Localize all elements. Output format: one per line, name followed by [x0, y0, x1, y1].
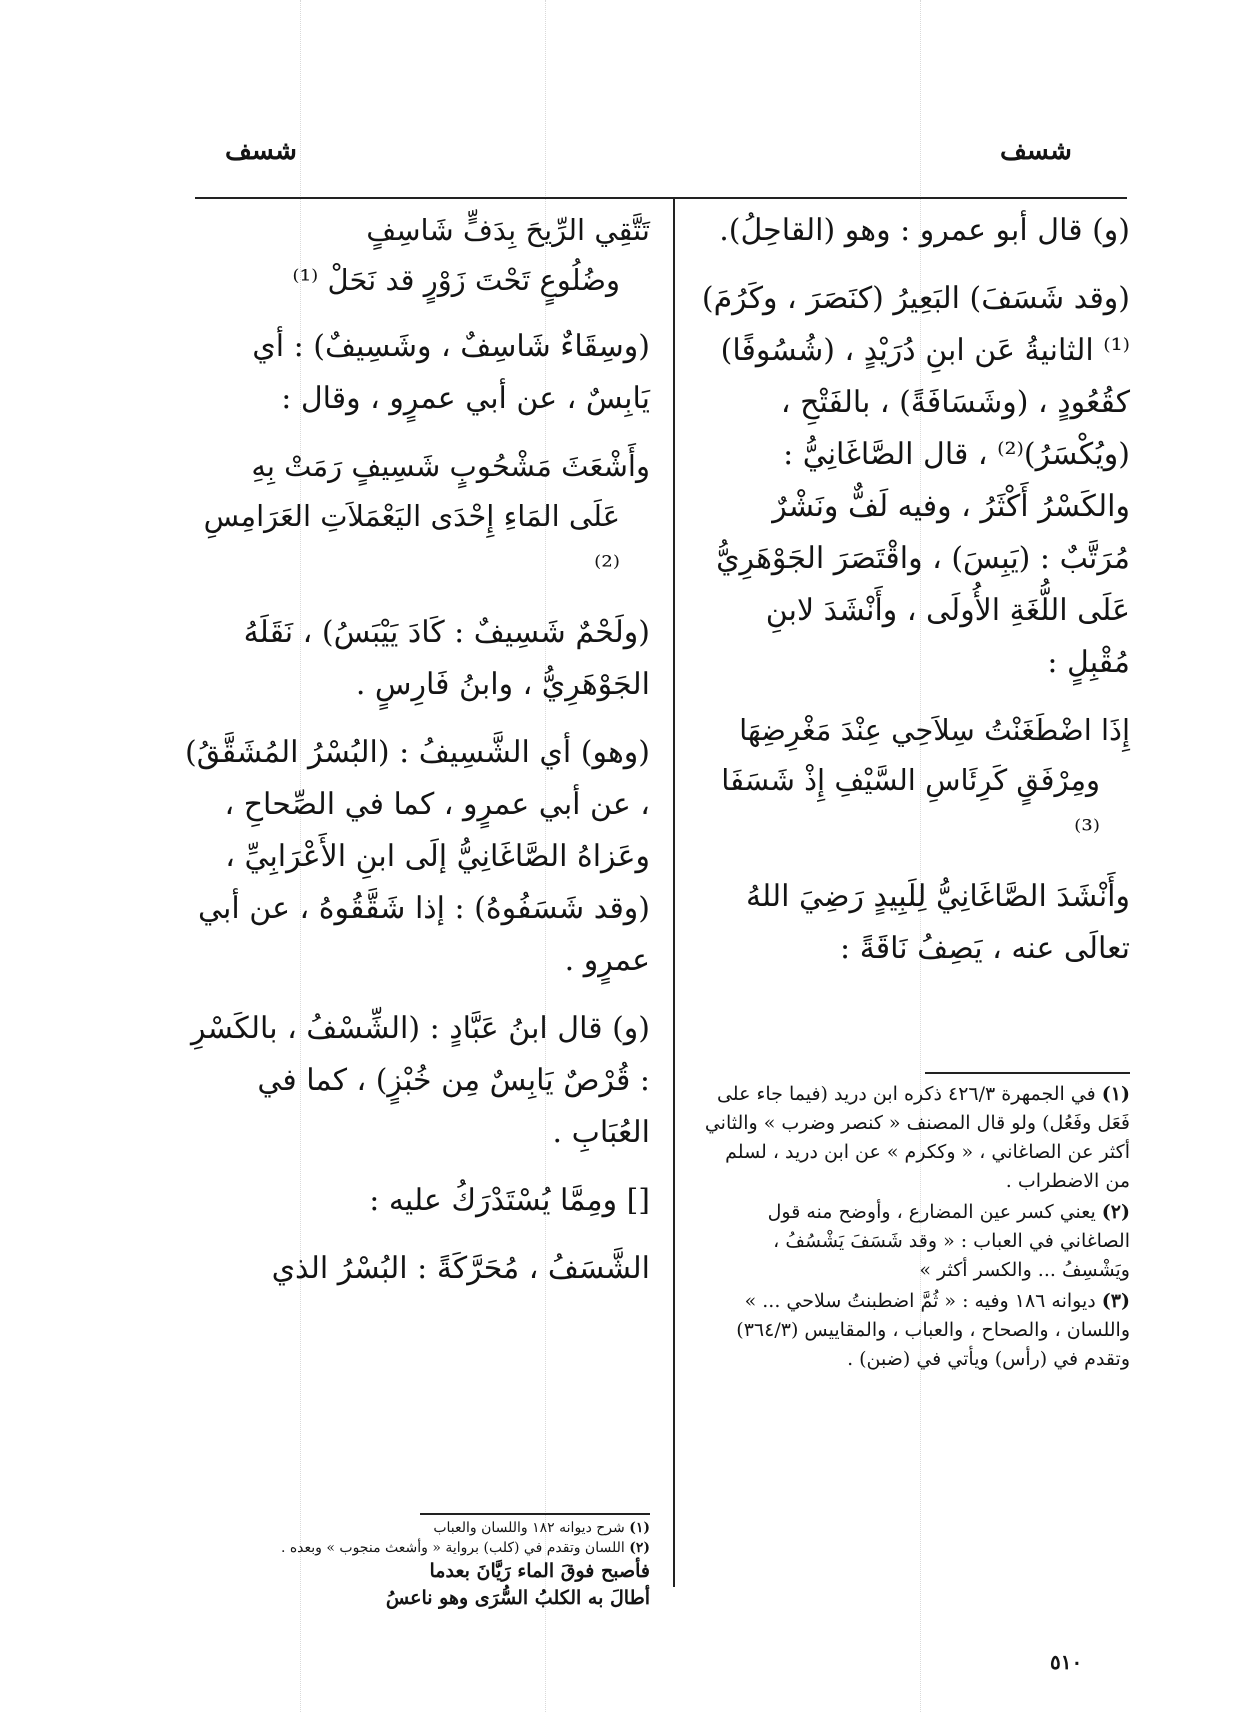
footnote-verse: فأصبح فوقَ الماء رَيَّانَ بعدما: [429, 1560, 650, 1582]
paragraph: وأَنْشَدَ الصَّاغَانِيُّ لِلَبِيدٍ رَضِيَ اللهُ تعالَى عنه ، يَصِفُ نَاقَةً :: [745, 879, 1130, 966]
footnotes-right: [700, 1080, 1130, 1376]
verse-hemistich: وضُلُوعٍ تَحْتَ زَوْرٍ قد نَحَلْ ⁽¹⁾: [292, 263, 620, 297]
verse-hemistich: عَلَى المَاءِ إِحْدَى اليَعْمَلاَتِ العَرَامِسِ ⁽²⁾: [203, 499, 620, 583]
verse-hemistich: ومِرْفَقٍ كَرِئَاسِ السَّيْفِ إِذْ شَسَفَا ⁽³⁾: [721, 763, 1100, 847]
footnote-text: يعني كسر عين المضارع ، وأوضح منه قول الصاغاني في العباب : « وقد شَسَفَ يَشْسُفُ ، ويَشْسِفُ ... والكسر أكثر »: [767, 1201, 1130, 1281]
paragraph: (وسِقَاءٌ شَاسِفٌ ، وشَسِيفٌ) : أي يَابِسٌ ، عن أبي عمرٍو ، وقال :: [252, 329, 650, 416]
footnote-rule: [420, 1513, 650, 1515]
footnote-text: اللسان وتقدم في (كلب) برواية « وأشعث منجوب » وبعده .: [280, 1540, 625, 1556]
footnote: [700, 1198, 1130, 1285]
column-divider: [673, 197, 675, 1587]
footnote-number: (١): [1101, 1083, 1130, 1105]
paragraph: الشَّسَفُ ، مُحَرَّكَةً : البُسْرُ الذي: [271, 1251, 650, 1286]
right-column: [700, 205, 1130, 991]
footnote-number: (٣): [1101, 1290, 1130, 1312]
footnote: [185, 1518, 650, 1538]
footnote-number: (٢): [1101, 1201, 1130, 1223]
footnote-number: (٢): [629, 1540, 650, 1556]
verse: [185, 441, 650, 591]
footnote-text: في الجمهرة ٤٢٦/٣ ذكره ابن دريد (فيما جاء على فَعَل وفَعُل) ولو قال المصنف « كنصر وضرب » والثاني أكثر عن الصاغاني ، « وككرم » عن ابن دريد ، لسلم من الاضطراب .: [704, 1083, 1130, 1192]
verse-hemistich: إِذَا اضْطَغَنْتُ سِلاَحِي عِنْدَ مَغْرِضِهَا: [739, 713, 1130, 747]
paragraph: (و) قال ابنُ عَبَّادٍ : (الشِّسْفُ ، بالكَسْرِ : قُرْصٌ يَابِسٌ مِن خُبْزٍ) ، كما في العُبَابِ .: [191, 1011, 650, 1150]
running-head-right: شسف: [1000, 136, 1072, 166]
footnote-number: (١): [629, 1520, 650, 1536]
footnote-text: ديوانه ١٨٦ وفيه : « ثُمَّ اضطبنتُ سلاحي ... » واللسان ، والصحاح ، والعباب ، والمقاييس (٣٦٤/٣) وتقدم في (رأس) ويأتي في (ضبن) .: [736, 1290, 1130, 1370]
verse: [700, 705, 1130, 855]
paragraph: (وهو) أي الشَّسِيفُ : (البُسْرُ المُشَقَّقُ) ، عن أبي عمرٍو ، كما في الصِّحاحِ ، وعَزاهُ الصَّاغَانِيُّ إلَى ابنِ الأَعْرَابِيِّ ، (وقد شَسَفُوهُ) : إذا شَقَّقُوهُ ، عن أبي عمرٍو .: [185, 735, 650, 978]
paragraph: (و) قال أبو عمرو : وهو (القاحِلُ).: [719, 213, 1130, 248]
footnote: [700, 1287, 1130, 1374]
paragraph: (وقد شَسَفَ) البَعِيرُ (كنَصَرَ ، وكَرُمَ)⁽¹⁾ الثانيةُ عَن ابنِ دُرَيْدٍ ، (شُسُوفًا) كقُعُودٍ ، (وشَسَافَةً) ، بالفَتْحِ ، (ويُكْسَرُ)⁽²⁾ ، قال الصَّاغَانِيُّ : والكَسْرُ أَكْثَرُ ، وفيه لَفٌّ ونَشْرٌ مُرَتَّبٌ : (يَبِسَ) ، واقْتَصَرَ الجَوْهَرِيُّ عَلَى اللُّغَةِ الأُولَى ، وأَنْشَدَ لابنِ مُقْبِلٍ :: [701, 281, 1130, 680]
paragraph: (ولَحْمٌ شَسِيفٌ : كَادَ يَيْبَسُ) ، نَقَلَهُ الجَوْهَرِيُّ ، وابنُ فَارِسٍ .: [243, 615, 650, 702]
footnote-text: شرح ديوانه ١٨٢ واللسان والعباب: [433, 1520, 625, 1536]
page-number: ٥١٠: [1050, 1650, 1083, 1674]
footnote-verse: أطالَ به الكلبُ السُّرَى وهو ناعسُ: [385, 1587, 650, 1609]
footnote: [185, 1538, 650, 1558]
header-rule: [195, 197, 1127, 199]
verse-hemistich: تَتَّقِي الرِّيحَ بِدَفٍّ شَاسِفٍ: [366, 213, 650, 247]
running-head-left: شسف: [225, 136, 297, 166]
footnote-rule: [925, 1072, 1130, 1074]
verse: [185, 205, 650, 305]
footnotes-left: [185, 1518, 650, 1612]
verse-hemistich: وأَشْعَثَ مَشْحُوبٍ شَسِيفٍ رَمَتْ بِهِ: [251, 449, 650, 483]
left-column: [185, 205, 650, 1311]
footnote: [700, 1080, 1130, 1196]
paragraph: [] ومِمَّا يُسْتَدْرَكُ عليه :: [369, 1183, 650, 1218]
